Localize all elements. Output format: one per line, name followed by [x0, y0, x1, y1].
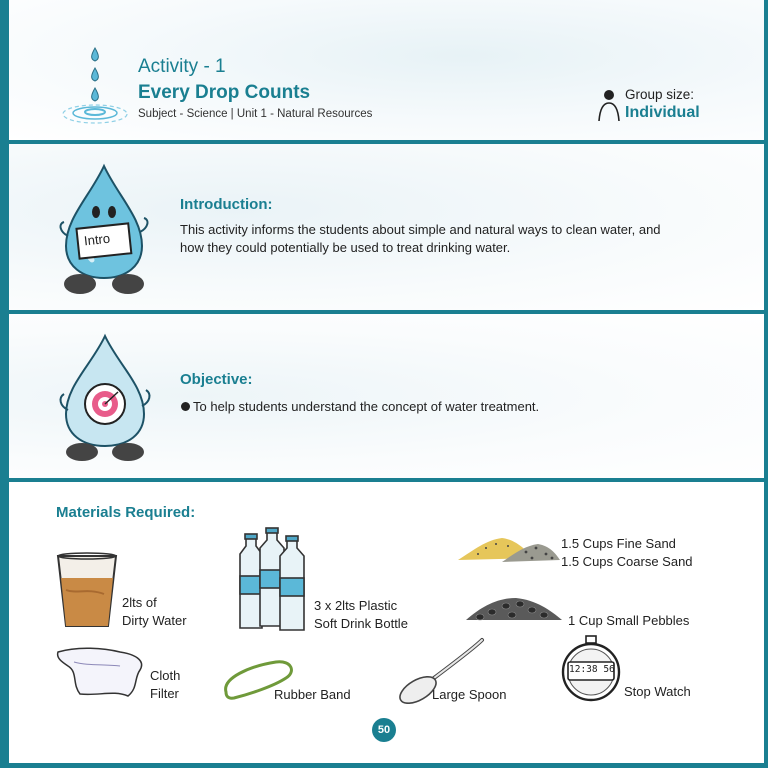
section-divider — [9, 310, 764, 314]
introduction-text-line1: This activity informs the students about simple and natural ways to clean water, and — [180, 222, 661, 237]
cloth-label-line2: Filter — [150, 686, 179, 701]
sand-piles-icon — [456, 528, 560, 568]
bottom-border — [0, 763, 768, 768]
water-drops-icon — [58, 44, 128, 126]
bullet-dot — [181, 402, 190, 411]
stopwatch-display: 12:38 56 — [569, 664, 615, 675]
subject-line: Subject - Science | Unit 1 - Natural Resources — [138, 108, 373, 120]
stopwatch-label: Stop Watch — [624, 684, 691, 699]
group-size-label: Group size: — [625, 87, 695, 102]
section-divider — [9, 478, 764, 482]
spoon-label: Large Spoon — [432, 687, 507, 702]
dirty-water-label-line1: 2lts of — [122, 595, 157, 610]
materials-heading: Materials Required: — [56, 504, 196, 521]
coarse-sand-label: 1.5 Cups Coarse Sand — [561, 554, 693, 569]
objective-bullet: To help students understand the concept of water treatment. — [193, 399, 540, 414]
dirty-water-cup-icon — [54, 550, 120, 630]
mascot-sign-text: Intro — [83, 230, 111, 249]
cloth-label-line1: Cloth — [150, 668, 181, 683]
introduction-text-line2: how they could potentially be used to treat drinking water. — [180, 240, 511, 255]
activity-title: Every Drop Counts — [138, 82, 311, 103]
bottles-label-line1: 3 x 2lts Plastic — [314, 598, 398, 613]
dirty-water-label-line2: Dirty Water — [122, 613, 187, 628]
right-border — [764, 0, 768, 768]
introduction-heading: Introduction: — [180, 196, 273, 213]
section-divider — [9, 140, 764, 144]
drop-mascot-objective — [50, 332, 165, 462]
pebbles-label: 1 Cup Small Pebbles — [568, 613, 690, 628]
drop-mascot-intro — [46, 162, 166, 297]
bottles-label-line2: Soft Drink Bottle — [314, 616, 408, 631]
person-icon — [596, 88, 622, 122]
activity-number: Activity - 1 — [138, 56, 226, 77]
plastic-bottles-icon — [232, 526, 312, 634]
pebbles-icon — [462, 590, 566, 626]
rubber-band-label: Rubber Band — [274, 687, 351, 702]
group-size-value: Individual — [625, 104, 700, 121]
fine-sand-label: 1.5 Cups Fine Sand — [561, 536, 676, 551]
objective-heading: Objective: — [180, 371, 253, 388]
cloth-filter-icon — [54, 644, 150, 700]
page-number: 50 — [372, 718, 396, 742]
left-border — [0, 0, 9, 768]
